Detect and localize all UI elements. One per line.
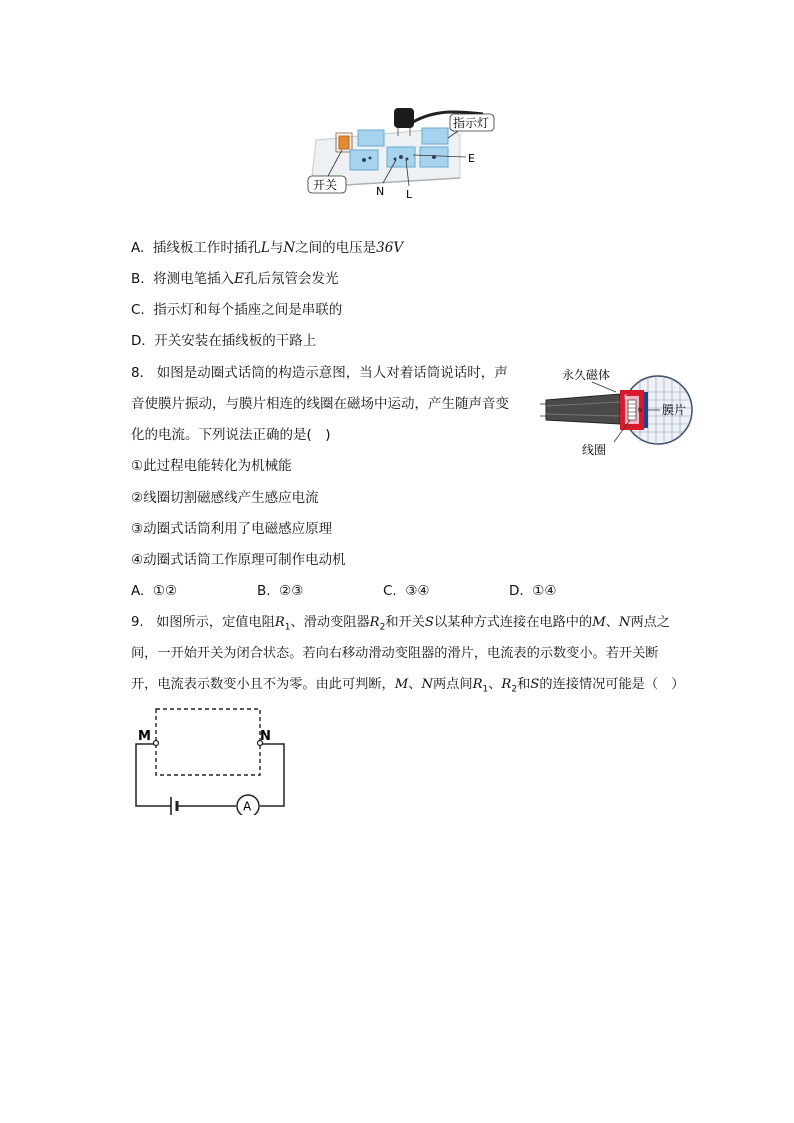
magnet-pole-N: N: [638, 407, 643, 414]
magnet-label: 永久磁体: [562, 368, 611, 382]
socket: [422, 128, 448, 144]
socket-L-label: L: [406, 188, 413, 201]
q7-option-c: C. 指示灯和每个插座之间是串联的: [131, 302, 343, 318]
q9-stem-line-1: 9. 如图所示，定值电阻$R_1$、滑动变阻器$R_2$和开关S以某种方式连接在电路中的M、N两点之: [131, 615, 670, 633]
q9-stem-line-2: 间，一开始开关为闭合状态。若向右移动滑动变阻器的滑片，电流表的示数变小。若开关断: [131, 646, 659, 661]
circuit-figure: [130, 700, 300, 815]
socket-N-label: N: [376, 185, 385, 198]
q7-option-d: D. 开关安装在插线板的干路上: [131, 333, 317, 349]
plug: [394, 108, 414, 128]
wire-right: [260, 744, 284, 806]
indicator-label: 指示灯: [453, 116, 490, 130]
q7-option-a: A. 插线板工作时插孔L与N之间的电压是36V: [131, 240, 404, 256]
q8-statement-2: ②线圈切割磁感线产生感应电流: [131, 490, 319, 506]
terminal-M: [154, 741, 159, 746]
q8-option-a: A. ①②: [131, 583, 178, 599]
dashed-box: [156, 709, 260, 775]
label-N: N: [260, 729, 271, 744]
q8-stem-line-1: 8. 如图是动圈式话筒的构造示意图，当人对着话筒说话时，声: [131, 365, 508, 381]
q8-stem-line-2: 音使膜片振动，与膜片相连的线圈在磁场中运动，产生随声音变: [131, 396, 509, 412]
switch-label: 开关: [313, 178, 338, 192]
coil: [628, 400, 636, 420]
diaphragm-label: 膜片: [662, 403, 687, 417]
power-strip-figure: [298, 100, 508, 205]
q8-number: 8.: [131, 365, 144, 381]
switch-button: [339, 136, 349, 149]
coil-label: 线圈: [582, 443, 607, 457]
q9-number: 9.: [131, 615, 144, 630]
label-M: M: [138, 729, 151, 744]
q8-option-b: B. ②③: [257, 583, 304, 599]
magnet-pole-S: S: [624, 394, 628, 401]
mic-handle: [546, 394, 620, 424]
q8-statement-3: ③动圈式话筒利用了电磁感应原理: [131, 521, 333, 537]
q8-stem-line-3: 化的电流。下列说法正确的是( ): [131, 427, 331, 443]
q8-option-c: C. ③④: [383, 583, 430, 599]
q8-statement-1: ①此过程电能转化为机械能: [131, 458, 292, 474]
socket-E-label: E: [468, 152, 475, 165]
q7-option-b: B. 将测电笔插入E孔后氖管会发光: [131, 271, 339, 287]
q8-statement-4: ④动圈式话筒工作原理可制作电动机: [131, 552, 346, 568]
microphone-figure: [540, 362, 700, 462]
ammeter-label: A: [243, 799, 252, 814]
socket: [358, 130, 384, 146]
q9-stem-line-3: 开，电流表示数变小且不为零。由此可判断，M、N两点间$R_1$、$R_2$和S的连接情况可能是（ ）: [131, 677, 685, 695]
q8-option-d: D. ①④: [509, 583, 557, 599]
